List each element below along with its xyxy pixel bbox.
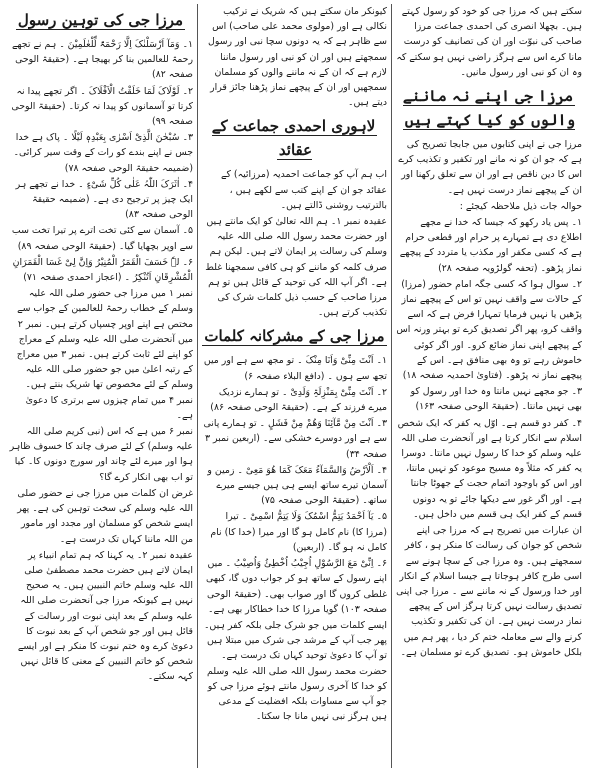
paragraph: ان عبارات میں تصریح ہے کہ مرزا جی اپنے شخص کو جوان کی رسالت کا منکر ہو ، کافر سمجھتے ہیں۔ وہ مرزا جی کے سچا ہونے سے اسی طرح کافر ہوجاتا ہے جیسا اسلام کے انکار اور خدا ورسول کے نہ ماننے سے ۔ مرزا جی اپنی تصدیق رسالت نہیں کرتا ہرگز اس کے پیچھے نماز درست نہیں ہے۔ ان کی تکفیر و تکذیب کرنے والے سے معاملہ ختم کر دیا ، پھر ہم میں بلکل خاموش ہو۔ تصدیق کرے تو مسلمان ہے۔ (396, 525, 582, 658)
paragraph: ۵۔ آسمان سے کئی تخت اترے پر تیرا تخت سب سے اوپر بچھایا گیا۔ (حقیقۃ الوحی صفحہ ۸۹) (11, 225, 193, 252)
text-column-left (4, 4, 198, 768)
paragraph: ایسے کلمات میں جو شرک جلی بلکہ کفر ہیں۔ پھر جب آپ کے مرشد جی شرک میں مبتلا ہیں تو آپ کا دعویٰ توحید کہاں تک درست ہے۔ حضرت محمد رسول اللہ صلی اللہ علیہ وسلم کو خدا کا آخری رسول مانتے ہوئے مرزا جی کو جو آپ سے مساوات بلکہ افضلیت کے مدعی ہیں ہرگز نبی نہیں مانا جا سکتا۔ (203, 619, 387, 723)
paragraph: سکتے ہیں کہ مرزا جی کو خود کو رسول کہتے ہیں۔ بچھلا انصری کی احمدی جماعت مرزا صاحب کی نبوّت اور ان کی تصانیف کو درست مانا کرے اس سے ہرگز راضی نہیں ہو سکتے کہ وہ ان کو نبی اور رسول مانیں۔ (396, 6, 582, 78)
paragraph: عقیدہ نمبر ۲۔ یہ کہنا کہ ہم تمام انبیاء پر ایمان لاتے ہیں حضرت محمد مصطفیٰ صلی اللہ علیہ وسلم خاتم النبیین ہیں۔ یہ صحیح نہیں ہے کیونکہ مرزا جی آنحضرت صلی اللہ علیہ وسلم کے بعد اپنی نبوت اور رسالت کے قائل ہیں اور جو شخص آپ کے بعد نبوت کا دعویٰ کرے وہ ختم نبوت کا منکر ہے اور ایسے شخص کو خاتم النبیین کے معنی کا قائل نہیں کہہ سکتے۔ (17, 549, 193, 683)
paragraph: ۶۔ اِنِّیْ مَعَ الرَّسُوْلِ اُجِیْبُ اُخْطِئُ وَاُصِیْبُ ۔ میں اپنے رسول کے ساتھ ہو کر جواب دوں گا، کبھی غلطی کروں گا اور صواب بھی۔ (حقیقۃ الوحی صفحہ ۱۰۳) گویا مرزا کا خدا خطاکار بھی ہے۔ (206, 558, 387, 615)
paragraph: ۱۔ پس یاد رکھو کہ جیسا کہ خدا نے مجھے اطلاع دی ہے تمہارے پر حرام اور قطعی حرام ہے کہ کسی مکفر اور مکذب یا متردد کے پیچھے نماز پڑھو۔ (تحفہ گولڑویہ صفحہ ۲۸) (399, 217, 582, 274)
section-heading-text: مرزا جی کی توہین رسول (17, 11, 184, 29)
paragraph: ۳۔ اَنْتَ مِنْ مَّآئِنَا وَھُمْ مِنْ فَشَلٍ ۔ تو ہمارے پانی سے ہے اور دوسرے خشکی سے۔ (اربعین نمبر ۳ صفحہ ۳۴) (203, 418, 387, 460)
paragraph: ۱۔ وَمَآ اَرْسَلْنٰکَ اِلَّا رَحْمَۃً لِّلْعٰلَمِیْنَ ۔ ہم نے تجھے رحمۃ للعالمین بنا کر بھیجا ہے۔ (حقیقۃ الوحی صفحہ ۸۲) (11, 39, 193, 81)
section-heading-text: مرزا جی کے مشرکانہ کلمات (204, 327, 385, 346)
text-column-middle (198, 4, 392, 768)
paragraph: حوالہ جات ذیل ملاحظہ کیجئے : (459, 200, 582, 212)
section-heading (202, 114, 387, 164)
paragraph: نمبر ۶ میں ہے کہ اس (نبی کریم صلی اللہ علیہ وسلم) کے لئے صرف چاند کا خسوف ظاہر ہوا اور میرے لئے چاند اور سورج دونوں کا۔ کیا تو اب بھی انکار کرے گا؟ (9, 426, 193, 483)
paragraph: ۵۔ یَآ اَحْمَدُ یَتِمُّ اسْمُکَ وَلَا یَتِمُّ اسْمِیْ ۔ تیرا (مرزا کا) نام کامل ہو گا اور میرا (خدا کا) نام کامل نہ ہو گا۔ (اربعین) (210, 511, 387, 553)
paragraph: نمبر ۱ میں مرزا جی حضور صلی اللہ علیہ وسلم کے خطاب رحمۃ للعالمین کے جواب سے مختص ہے اپنے اوپر چسپاں کرتے ہیں۔ نمبر ۲ میں آنحضرت صلی اللہ علیہ وسلم کے معراج کو اپنے لئے ثابت کرتے ہیں۔ نمبر ۳ میں معراج کے رتبہ اعلیٰ میں جو حضور صلی اللہ علیہ وسلم کے لئے مخصوص تھا شریک بنتے ہیں۔ نمبر ۴ میں تمام چیزوں سے برتری کا دعویٰ ہے۔ (16, 288, 193, 421)
section-heading-text: لاہوری احمدی جماعت کے عقائد (211, 117, 376, 160)
text-column-right (392, 4, 586, 768)
paragraph: ۲۔ سوال ہوا کہ کسی جگہ امام حضور (مرزا) کے حالات سے واقف نہیں تو اس کے پیچھے نماز پڑھیں یا نہیں فرمایا تمہارا فرض ہے کہ اسے واقف کرو، پھر اگر تصدیق کرے تو بہتر ورنہ اس کے پیچھے اپنی نماز ضائع کرو۔ اور اگر کوئی خاموش رہے تو وہ بھی منافق ہے۔ اس کے پیچھے نماز نہ پڑھو۔ (فتاویٰ احمدیہ صفحہ ۱۸) (396, 278, 582, 382)
paragraph: ۲۔ اَنْتَ مِنِّیْ بِمَنْزِلَۃِ وَلَدِیْ ۔ تو ہمارے نزدیک میرے فرزند کے ہے۔ (حقیقۃ الوحی صفحہ ۸۶) (210, 386, 387, 414)
section-heading (202, 324, 387, 350)
paragraph: کیونکر مان سکتے ہیں کہ شریک نے ترکیب نکالی ہے اور (مولوی محمد علی صاحب) اس سے ظاہر ہے کہ یہ دونوں سچا نبی اور رسول سمجھتے ہیں اور ان کو نبی اور رسول ماننا لازم ہے کہ ان کے نہ ماننے والوں کو مسلمان سمجھیں اور ان کے پیچھے نماز پڑھنا جائز قرار دیتے ہیں۔ (208, 6, 387, 109)
paragraph: غرض ان کلمات میں مرزا جی نے حضور صلی اللہ علیہ وسلم کی سخت توہین کی ہے۔ پھر ایسے شخص کو مسلمان اور مجدد اور مامور من اللہ ماننا کہاں تک درست ہے۔ (17, 487, 193, 545)
paragraph: ۴۔ کفر دو قسم ہے۔ اوّل یہ کفر کہ ایک شخص اسلام سے انکار کرتا ہے اور آنحضرت صلی اللہ علیہ وسلم کو خدا کا رسول نہیں مانتا۔ دوسرا یہ کفر کہ مثلاً وہ مسیح موعود کو نہیں مانتا، اور اس کو باوجود اتمام حجت کے جھوٹا جانتا ہے۔ اور اگر غور سے دیکھا جائے تو یہ دونوں قسم کے کفر ایک ہی قسم میں داخل ہیں۔ (397, 417, 582, 520)
paragraph: ۲۔ لَوْلَاکَ لَمَا خَلَقْتُ الْاَفْلَاکَ ۔ اگر تجھے پیدا نہ کرتا تو آسمانوں کو پیدا نہ کرتا۔ (حقیقۃ الوحی صفحہ ۹۹) (11, 85, 193, 128)
paragraph: ۱۔ اَنْتَ مِنِّیْ وَاَنَا مِنْکَ ۔ تو مجھ سے ہے اور میں تجھ سے ہوں ۔ (دافع البلاء صفحہ ۶) (203, 355, 387, 382)
paragraph: ۴۔ اَلْاَرْضُ وَالسَّمَآءُ مَعَکَ کَمَا ھُوَ مَعِیْ ۔ زمین و آسمان تیرے ساتھ ایسے ہی ہیں جیسے میرے ساتھ۔ (حقیقۃ الوحی صفحہ ۷۵) (207, 464, 387, 507)
paragraph: ۳۔ جو مجھے نہیں مانتا وہ خدا اور رسول کو بھی نہیں مانتا۔ (حقیقۃ الوحی صفحہ ۱۶۳) (410, 386, 582, 413)
section-heading-text: مرزا جی اپنے نہ ماننے والوں کو کیا کہتے ہیں (402, 87, 576, 130)
section-heading (8, 8, 193, 34)
paragraph: عقیدہ نمبر ۱۔ ہم اللہ تعالیٰ کو ایک مانتے ہیں اور حضرت محمد رسول اللہ صلی اللہ علیہ وسلم کی رسالت پر ایمان لاتے ہیں۔ لیکن ہم صرف کلمہ کو ماننے کو ہی کافی سمجھنا غلط ہے۔ اگر آپ اللہ کی توحید کے قائل ہیں تو ہم مرزا صاحب کے حسب ذیل کلمات شرک کی تکذیب کرتے ہیں۔ (205, 216, 387, 319)
paragraph: ۶۔ لہٗ خَسَفَ الْقَمَرُ الْمُنِیْرُ وَاِنَّ لِیْ غَسَا الْقَمَرَانِ الْمُشْرِقَانِ اَتُنْکِرُ ۔ (اعجاز احمدی صفحہ ۷۱) (12, 256, 193, 284)
section-heading (396, 84, 582, 134)
paragraph: مرزا جی نے اپنی کتابوں میں جابجا تصریح کی ہے کہ جو ان کو نہ مانے اور تکفیر و تکذیب کرے اس کا دین ناقص ہے اور ان سے تعلق رکھنا اور ان کے پیچھے نماز درست نہیں ہے۔ (398, 139, 582, 196)
paragraph: اب ہم آپ کو جماعت احمدیہ (مرزائیہ) کے عقائد جو ان کے اپنے کتب سے لکھے ہیں ، بالترتیب روشنی ڈالتے ہیں۔ (220, 169, 387, 211)
paragraph: ۴۔ اٰثَرَکَ اللّٰہُ عَلٰی کُلِّ شَیْءٍ ۔ خدا نے تجھے ہر ایک چیز پر ترجیح دی ہے۔ (ضمیمہ حقیقۃ الوحی صفحہ ۸۳) (15, 178, 193, 221)
paragraph: ۳۔ سُبْحٰنَ الَّذِیْ اَسْرٰی بِعَبْدِہٖ لَیْلًا ۔ پاک ہے خدا جس نے اپنے بندے کو رات کے وقت سیر کرائی۔ (ضمیمہ حقیقۃ الوحی صفحہ ۷۸) (13, 132, 193, 174)
